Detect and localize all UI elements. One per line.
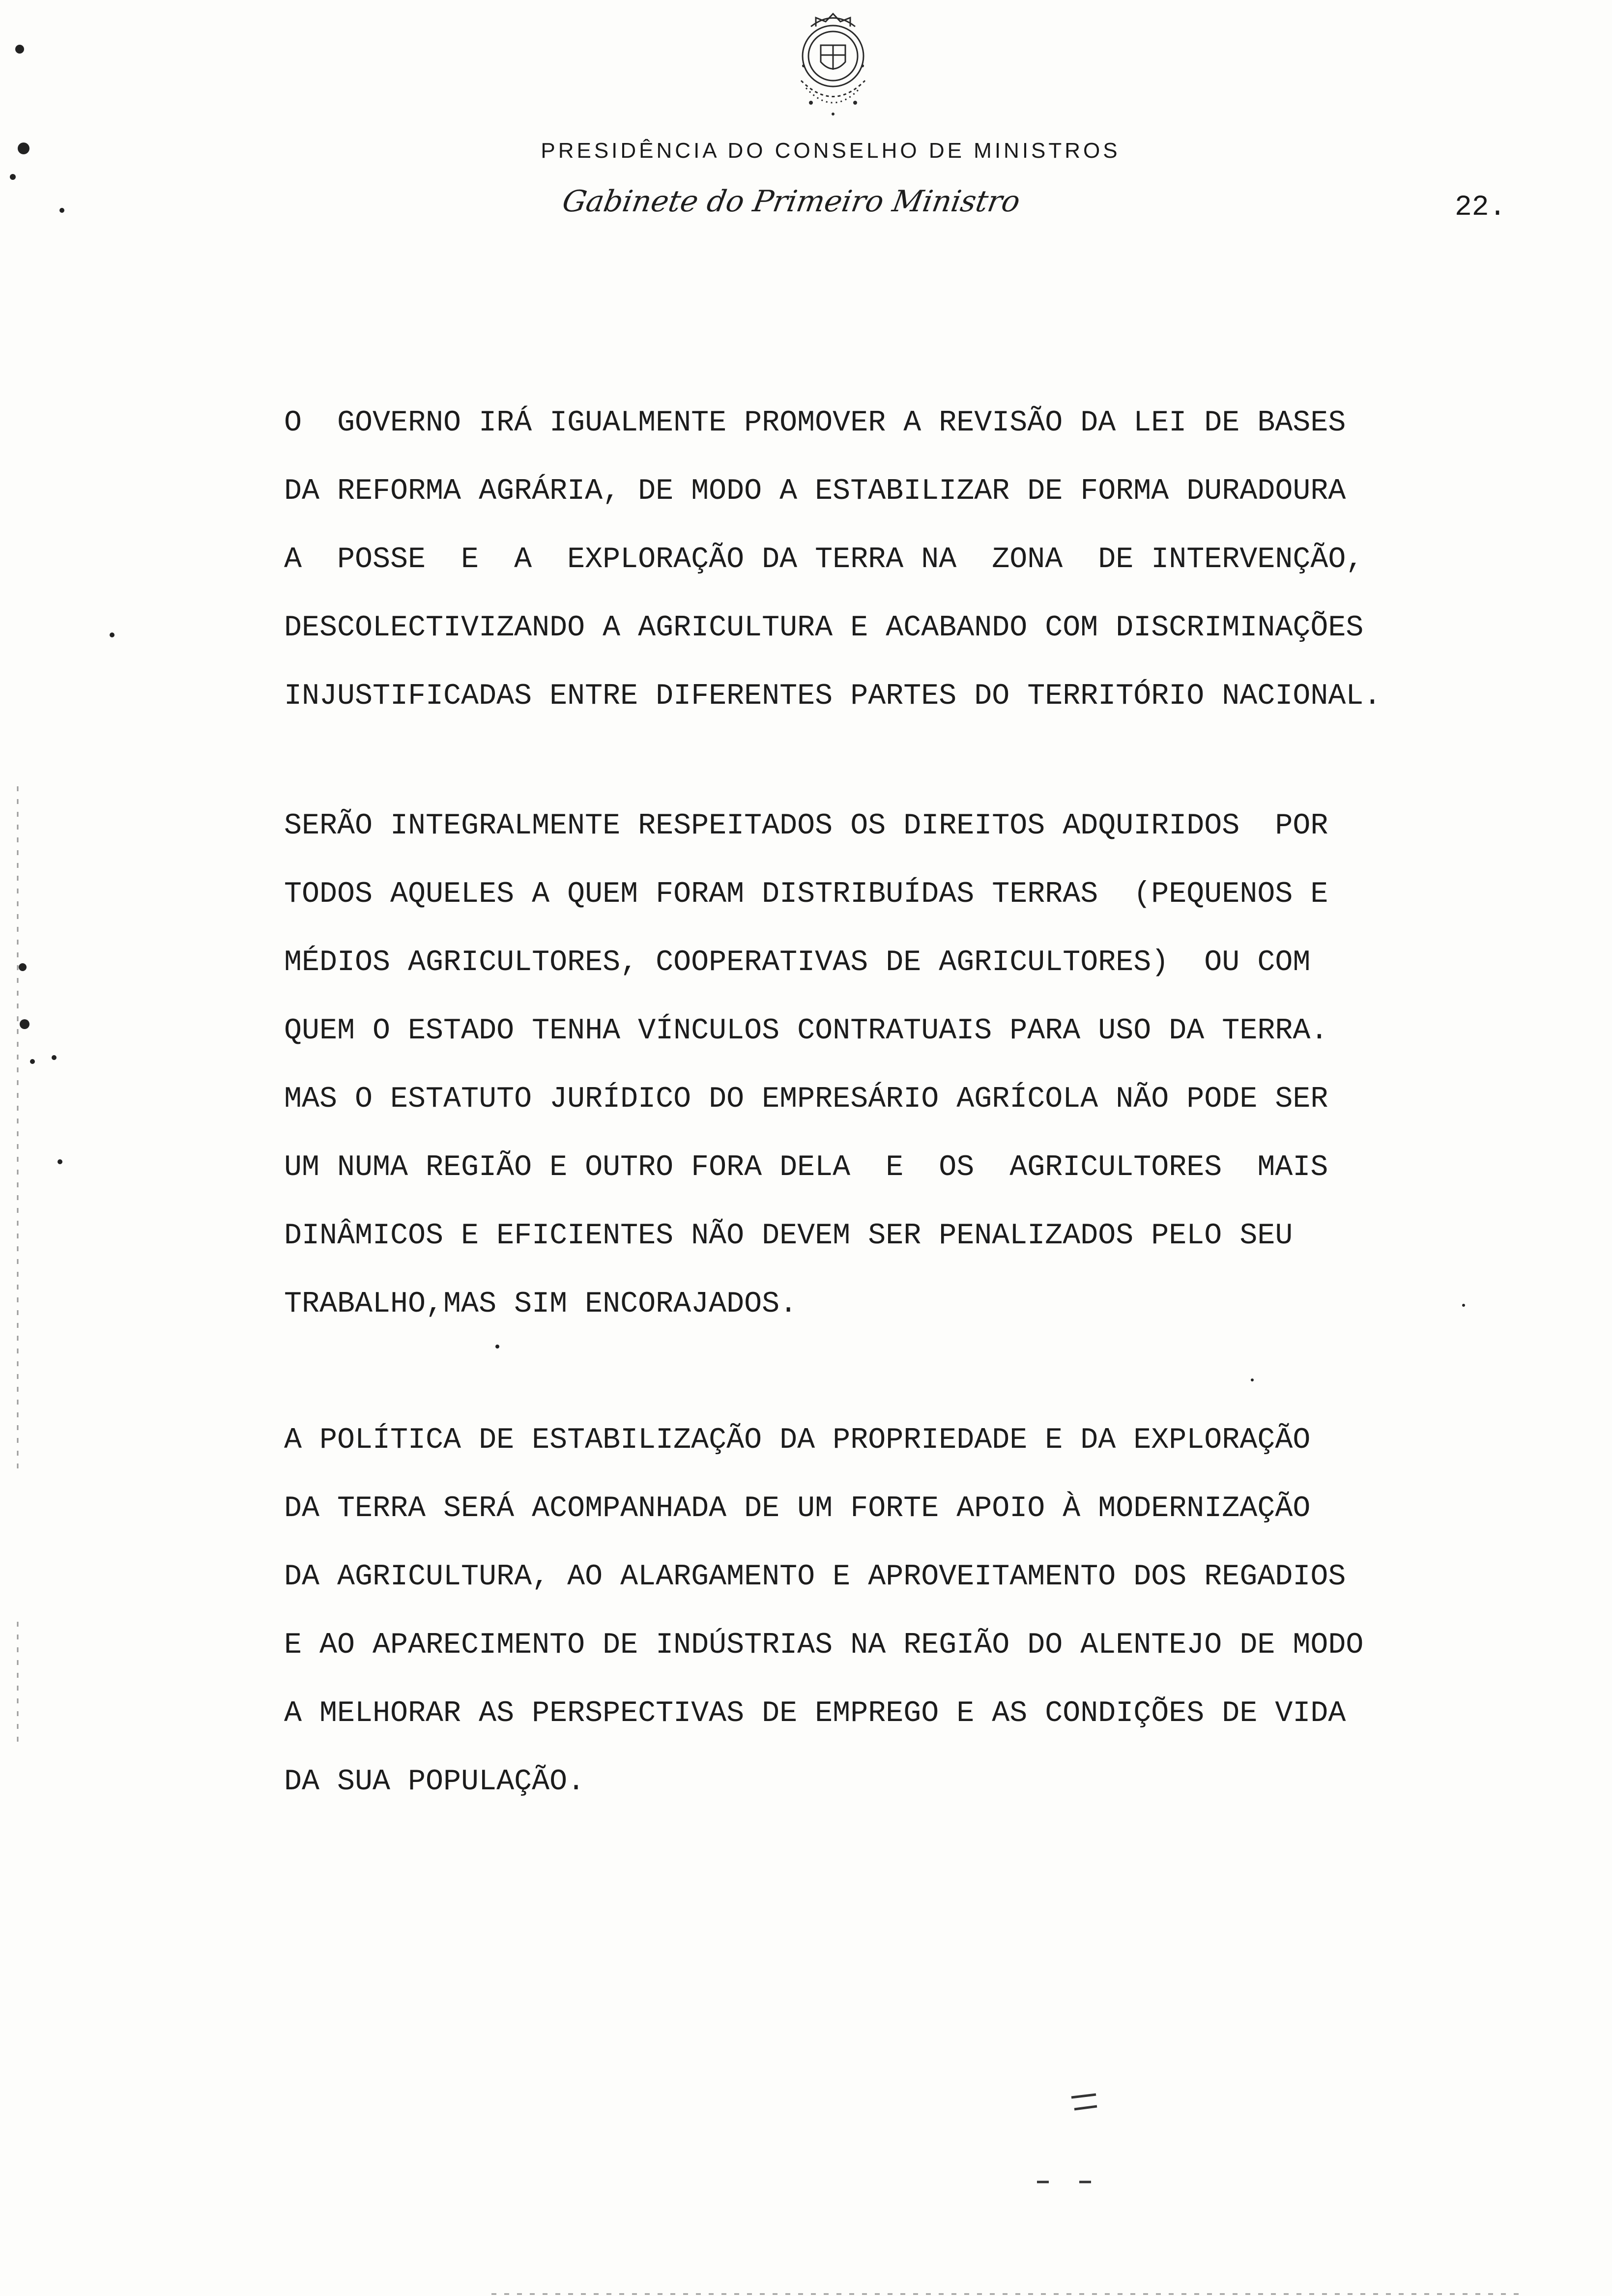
text-line: MAS O ESTATUTO JURÍDICO DO EMPRESÁRIO AGRÍCOLA NÃO PODE SER (284, 1083, 1328, 1116)
text-line: DA AGRICULTURA, AO ALARGAMENTO E APROVEITAMENTO DOS REGADIOS (284, 1560, 1346, 1594)
text-line: DA SUA POPULAÇÃO. (284, 1765, 585, 1799)
text-line: QUEM O ESTADO TENHA VÍNCULOS CONTRATUAIS PARA USO DA TERRA. (284, 1014, 1328, 1048)
text-line: UM NUMA REGIÃO E OUTRO FORA DELA E OS AGRICULTORES MAIS (284, 1151, 1328, 1184)
paragraph-acquired-rights (284, 792, 1542, 1339)
text-line: MÉDIOS AGRICULTORES, COOPERATIVAS DE AGRICULTORES) OU COM (284, 946, 1311, 979)
text-line: DINÂMICOS E EFICIENTES NÃO DEVEM SER PENALIZADOS PELO SEU (284, 1219, 1293, 1253)
text-line: A POLÍTICA DE ESTABILIZAÇÃO DA PROPRIEDADE E DA EXPLORAÇÃO (284, 1424, 1311, 1457)
text-line: TODOS AQUELES A QUEM FORAM DISTRIBUÍDAS TERRAS (PEQUENOS E (284, 878, 1328, 911)
institution-title: PRESIDÊNCIA DO CONSELHO DE MINISTROS (541, 139, 1121, 163)
text-line: TRABALHO,MAS SIM ENCORAJADOS. (284, 1288, 798, 1321)
text-line: INJUSTIFICADAS ENTRE DIFERENTES PARTES DO TERRITÓRIO NACIONAL. (284, 680, 1382, 713)
text-line: DA REFORMA AGRÁRIA, DE MODO A ESTABILIZAR DE FORMA DURADOURA (284, 475, 1346, 508)
coat-of-arms-icon (781, 7, 885, 120)
page-number: 22. (1455, 192, 1506, 224)
text-line: SERÃO INTEGRALMENTE RESPEITADOS OS DIREITOS ADQUIRIDOS POR (284, 809, 1328, 843)
text-line: A POSSE E A EXPLORAÇÃO DA TERRA NA ZONA DE INTERVENÇÃO, (284, 543, 1364, 576)
text-line: DA TERRA SERÁ ACOMPANHADA DE UM FORTE APOIO À MODERNIZAÇÃO (284, 1492, 1311, 1525)
text-line: DESCOLECTIVIZANDO A AGRICULTURA E ACABANDO COM DISCRIMINAÇÕES (284, 611, 1364, 645)
text-line: A MELHORAR AS PERSPECTIVAS DE EMPREGO E AS CONDIÇÕES DE VIDA (284, 1697, 1346, 1730)
text-line: O GOVERNO IRÁ IGUALMENTE PROMOVER A REVISÃO DA LEI DE BASES (284, 406, 1346, 440)
paragraph-agrarian-reform (284, 389, 1542, 731)
paragraph-stabilization-policy (284, 1406, 1542, 1816)
cabinet-subtitle: Gabinete do Primeiro Ministro (560, 184, 1023, 219)
text-line: E AO APARECIMENTO DE INDÚSTRIAS NA REGIÃO DO ALENTEJO DE MODO (284, 1629, 1364, 1662)
